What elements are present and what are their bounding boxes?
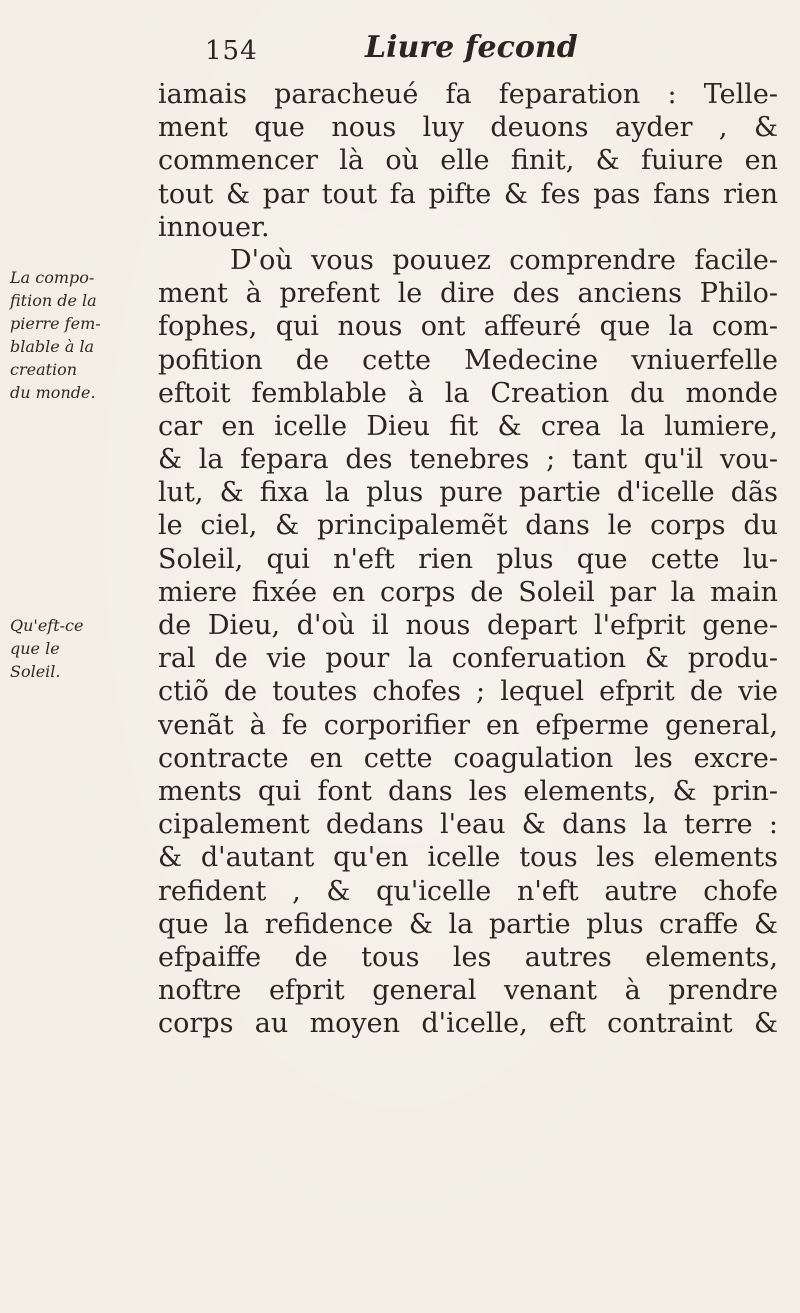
text-line: fophes, qui nous ont affeuré que la com-	[158, 311, 778, 343]
text-line: eftoit femblable à la Creation du monde	[158, 377, 778, 409]
text-line: lut, & fixa la plus pure partie d'icelle dãs	[158, 477, 778, 509]
margin-note-line: creation	[10, 360, 78, 379]
text-line: Soleil, qui n'eft rien plus que cette lu-	[158, 543, 778, 575]
margin-note-line: Soleil.	[10, 662, 61, 681]
margin-note-line: que le	[10, 639, 60, 658]
text-line: miere fixée en corps de Soleil par la main	[158, 576, 778, 608]
margin-note-soleil	[10, 614, 150, 683]
text-line: cipalement dedans l'eau & dans la terre :	[158, 809, 778, 841]
text-line: refident , & qu'icelle n'eft autre chofe	[158, 875, 778, 907]
text-line: ctiõ de toutes chofes ; lequel efprit de vie	[158, 676, 778, 708]
text-line: efpaiffe de tous les autres elements,	[158, 941, 778, 973]
body-text	[158, 78, 778, 1040]
margin-note-creation	[10, 266, 150, 404]
margin-note-line: blable à la	[10, 337, 95, 356]
text-line: ment à prefent le dire des anciens Philo-	[158, 278, 778, 310]
text-line: ments qui font dans les elements, & prin-	[158, 775, 778, 807]
text-line: pofition de cette Medecine vniuerfelle	[158, 344, 778, 376]
margin-note-line: Qu'eft-ce	[10, 616, 84, 635]
text-line: tout & par tout fa pifte & fes pas fans rien	[158, 178, 778, 210]
running-title: Liure fecond	[365, 30, 578, 65]
text-line: noftre efprit general venant à prendre	[158, 975, 778, 1007]
text-line: corps au moyen d'icelle, eft contraint &	[158, 1008, 778, 1040]
text-line: iamais paracheué fa feparation : Telle-	[158, 79, 778, 110]
margin-note-line: fition de la	[10, 291, 97, 310]
margin-note-line: du monde.	[10, 383, 96, 402]
text-line: & la fepara des tenebres ; tant qu'il vou-	[158, 444, 778, 476]
text-line: innouer.	[158, 211, 270, 243]
text-line: commencer là où elle finit, & fuiure en	[158, 145, 778, 177]
text-line: car en icelle Dieu fit & crea la lumiere,	[158, 410, 778, 442]
text-line: contracte en cette coagulation les excre-	[158, 742, 778, 774]
text-line: le ciel, & principalemẽt dans le corps du	[158, 510, 778, 542]
text-line: ral de vie pour la conferuation & produ-	[158, 643, 778, 675]
text-line: venãt à fe corporifier en efperme general,	[158, 709, 778, 741]
text-line: & d'autant qu'en icelle tous les elements	[158, 842, 778, 874]
page-header	[205, 30, 625, 70]
text-line: que la refidence & la partie plus craffe &	[158, 908, 778, 940]
text-line: D'où vous pouuez comprendre facile-	[230, 244, 778, 276]
text-line: ment que nous luy deuons ayder , &	[158, 112, 778, 144]
text-line: de Dieu, d'où il nous depart l'efprit gene-	[158, 610, 778, 641]
margin-note-line: pierre fem-	[10, 314, 101, 333]
margin-note-line: La compo-	[10, 268, 95, 287]
page-number: 154	[205, 36, 258, 66]
